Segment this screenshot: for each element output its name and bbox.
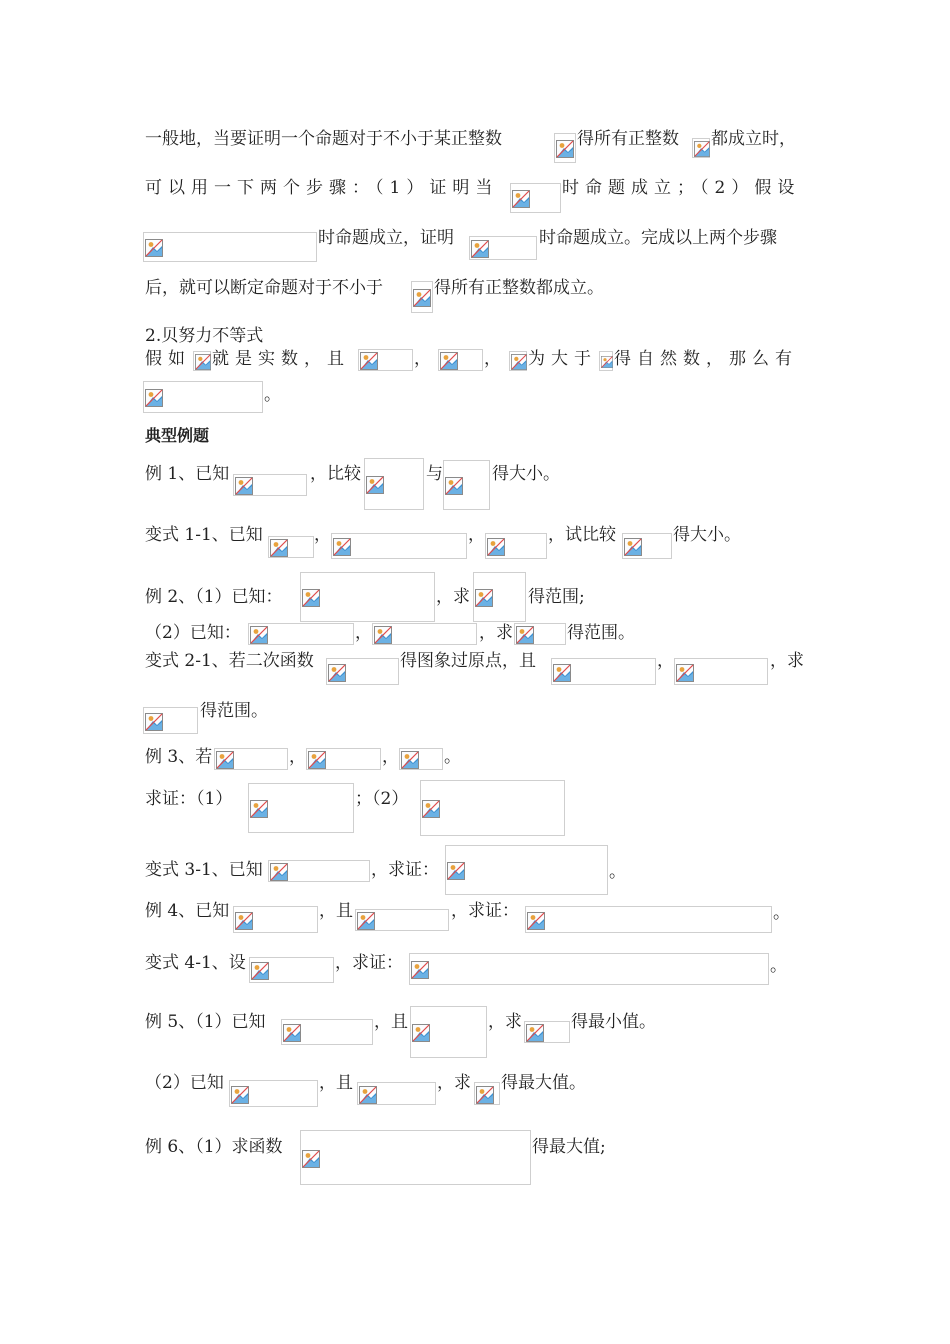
broken-image-icon xyxy=(270,863,288,881)
example-1-d: 得大小。 xyxy=(492,464,560,484)
broken-image-icon xyxy=(145,239,163,257)
broken-image-icon xyxy=(694,141,710,157)
example-5-g: ，求 xyxy=(437,1073,471,1093)
formula-image xyxy=(438,349,483,371)
variant-3-1-a: 变式 3-1、已知 xyxy=(145,860,263,880)
formula-image xyxy=(300,572,435,622)
formula-image xyxy=(248,623,354,645)
bernoulli-text-c: ， xyxy=(414,349,431,369)
bernoulli-text-f: 得自然数，那么有 xyxy=(614,349,798,369)
broken-image-icon xyxy=(216,751,234,769)
formula-image xyxy=(193,351,211,371)
bernoulli-text-a: 假如 xyxy=(145,349,191,369)
variant-2-1-c: ， xyxy=(657,651,674,671)
broken-image-icon xyxy=(333,538,351,556)
broken-image-icon xyxy=(283,1024,301,1042)
example-2-d: （2）已知： xyxy=(145,623,241,643)
broken-image-icon xyxy=(251,962,269,980)
broken-image-icon xyxy=(412,1024,430,1042)
formula-image xyxy=(469,236,537,260)
formula-image xyxy=(399,748,443,770)
example-5-h: 得最大值。 xyxy=(501,1073,586,1093)
formula-image xyxy=(229,1080,318,1107)
broken-image-icon xyxy=(195,354,211,370)
broken-image-icon xyxy=(411,961,429,979)
example-2-f: ，求 xyxy=(479,623,513,643)
example-2-g: 得范围。 xyxy=(567,623,635,643)
example-5-f: ，且 xyxy=(319,1073,353,1093)
formula-image xyxy=(143,381,263,413)
broken-image-icon xyxy=(250,626,268,644)
example-5-c: ，求 xyxy=(488,1012,522,1032)
intro-line-2-a: 可以用一下两个步骤：（1）证明当 xyxy=(145,178,499,198)
variant-4-1-a: 变式 4-1、设 xyxy=(145,953,246,973)
formula-image xyxy=(474,1082,500,1105)
formula-image xyxy=(473,572,526,622)
formula-image xyxy=(214,748,288,770)
example-2-c: 得范围; xyxy=(528,587,585,607)
broken-image-icon xyxy=(366,476,384,494)
broken-image-icon xyxy=(526,1024,544,1042)
intro-line-3-a: 时命题成立，证明 xyxy=(318,228,454,248)
example-4-d: 。 xyxy=(773,903,790,923)
broken-image-icon xyxy=(357,912,375,930)
intro-line-1-b: 得所有正整数 xyxy=(577,129,679,149)
formula-image xyxy=(411,281,433,313)
formula-image xyxy=(306,748,381,770)
broken-image-icon xyxy=(302,589,320,607)
formula-image xyxy=(524,1021,570,1043)
broken-image-icon xyxy=(374,626,392,644)
formula-image xyxy=(357,1082,436,1105)
formula-image xyxy=(268,860,370,882)
variant-3-1-c: 。 xyxy=(609,862,626,882)
formula-image xyxy=(599,351,613,371)
broken-image-icon xyxy=(475,589,493,607)
example-1-a: 例 1、已知 xyxy=(145,464,230,484)
formula-image xyxy=(420,780,565,836)
broken-image-icon xyxy=(601,356,613,368)
formula-image xyxy=(281,1019,373,1045)
formula-image xyxy=(248,783,354,833)
broken-image-icon xyxy=(270,539,288,557)
formula-image xyxy=(364,458,424,510)
broken-image-icon xyxy=(487,538,505,556)
broken-image-icon xyxy=(401,751,419,769)
formula-image xyxy=(510,183,561,213)
formula-image xyxy=(622,533,672,559)
bernoulli-text-g: 。 xyxy=(264,385,281,405)
variant-4-1-b: ，求证： xyxy=(335,953,403,973)
formula-image xyxy=(233,474,307,496)
variant-1-1-b: ， xyxy=(314,525,331,545)
broken-image-icon xyxy=(328,664,346,682)
broken-image-icon xyxy=(231,1086,249,1104)
variant-3-1-b: ，求证： xyxy=(371,860,439,880)
formula-image xyxy=(372,623,477,645)
formula-image xyxy=(554,133,576,163)
variant-2-1-a: 变式 2-1、若二次函数 xyxy=(145,651,314,671)
example-1-c: 与 xyxy=(426,464,443,484)
formula-image xyxy=(509,351,527,371)
broken-image-icon xyxy=(250,800,268,818)
formula-image xyxy=(326,658,399,685)
variant-1-1-e: 得大小。 xyxy=(673,525,741,545)
formula-image xyxy=(143,707,198,734)
formula-image xyxy=(445,845,608,895)
formula-image xyxy=(143,232,317,262)
example-4-a: 例 4、已知 xyxy=(145,901,230,921)
broken-image-icon xyxy=(360,352,378,370)
intro-line-1-a: 一般地，当要证明一个命题对于不小于某正整数 xyxy=(145,129,502,149)
section-title: 典型例题 xyxy=(145,426,210,445)
formula-image xyxy=(268,536,314,558)
intro-line-1-c: 都成立时， xyxy=(711,129,796,149)
broken-image-icon xyxy=(556,140,574,158)
broken-image-icon xyxy=(440,352,458,370)
broken-image-icon xyxy=(145,389,163,407)
broken-image-icon xyxy=(359,1086,377,1104)
bernoulli-text-e: 为大于 xyxy=(528,349,597,369)
formula-image xyxy=(355,909,449,931)
intro-line-2-b: 时命题成立；（2）假设 xyxy=(562,178,801,198)
formula-image xyxy=(674,658,768,685)
broken-image-icon xyxy=(516,626,534,644)
variant-1-1-d: ，试比较 xyxy=(548,525,616,545)
formula-image xyxy=(514,623,566,645)
formula-image xyxy=(409,953,769,985)
broken-image-icon xyxy=(447,862,465,880)
formula-image xyxy=(300,1130,531,1185)
formula-image xyxy=(331,533,467,559)
bernoulli-text-d: ， xyxy=(484,349,501,369)
intro-line-4-b: 得所有正整数都成立。 xyxy=(434,278,604,298)
broken-image-icon xyxy=(676,664,694,682)
example-2-b: ，求 xyxy=(436,587,470,607)
broken-image-icon xyxy=(511,354,527,370)
bernoulli-text-b: 就是实数，且 xyxy=(212,349,350,369)
broken-image-icon xyxy=(471,240,489,258)
broken-image-icon xyxy=(476,1086,494,1104)
broken-image-icon xyxy=(235,477,253,495)
broken-image-icon xyxy=(235,912,253,930)
broken-image-icon xyxy=(413,289,431,307)
broken-image-icon xyxy=(302,1150,320,1168)
intro-line-3-b: 时命题成立。完成以上两个步骤 xyxy=(539,228,777,248)
broken-image-icon xyxy=(512,190,530,208)
broken-image-icon xyxy=(308,751,326,769)
example-5-e: （2）已知 xyxy=(145,1073,224,1093)
formula-image xyxy=(249,957,334,983)
example-5-d: 得最小值。 xyxy=(571,1012,656,1032)
example-3-f: ；（2） xyxy=(355,789,409,809)
example-3-b: ， xyxy=(289,747,306,767)
example-5-a: 例 5、（1）已知 xyxy=(145,1012,266,1032)
example-3-a: 例 3、若 xyxy=(145,747,213,767)
broken-image-icon xyxy=(553,664,571,682)
example-3-c: ， xyxy=(382,747,399,767)
broken-image-icon xyxy=(445,477,463,495)
broken-image-icon xyxy=(624,538,642,556)
example-5-b: ，且 xyxy=(374,1012,408,1032)
example-3-e: 求证：（1） xyxy=(145,789,233,809)
example-2-a: 例 2、（1）已知： xyxy=(145,587,283,607)
formula-image xyxy=(443,460,490,510)
intro-line-4-a: 后，就可以断定命题对于不小于 xyxy=(145,278,383,298)
variant-1-1-a: 变式 1-1、已知 xyxy=(145,525,263,545)
variant-1-1-c: ， xyxy=(468,525,485,545)
variant-2-1-b: 得图象过原点，且 xyxy=(400,651,536,671)
variant-4-1-c: 。 xyxy=(770,956,787,976)
example-6-a: 例 6、（1）求函数 xyxy=(145,1137,283,1157)
variant-2-1-e: 得范围。 xyxy=(200,701,268,721)
formula-image xyxy=(485,533,547,559)
formula-image xyxy=(410,1006,487,1058)
example-4-b: ，且 xyxy=(319,901,353,921)
bernoulli-heading: 2.贝努力不等式 xyxy=(145,326,264,346)
example-4-c: ，求证： xyxy=(451,901,519,921)
example-6-b: 得最大值; xyxy=(532,1137,606,1157)
broken-image-icon xyxy=(422,800,440,818)
variant-2-1-d: ，求 xyxy=(770,651,804,671)
example-1-b: ，比较 xyxy=(310,464,361,484)
example-3-d: 。 xyxy=(444,747,461,767)
broken-image-icon xyxy=(527,912,545,930)
formula-image xyxy=(233,906,318,933)
broken-image-icon xyxy=(145,713,163,731)
formula-image xyxy=(551,658,656,685)
example-2-e: ， xyxy=(355,623,372,643)
formula-image xyxy=(358,349,413,371)
formula-image xyxy=(525,906,772,933)
formula-image xyxy=(692,138,710,158)
